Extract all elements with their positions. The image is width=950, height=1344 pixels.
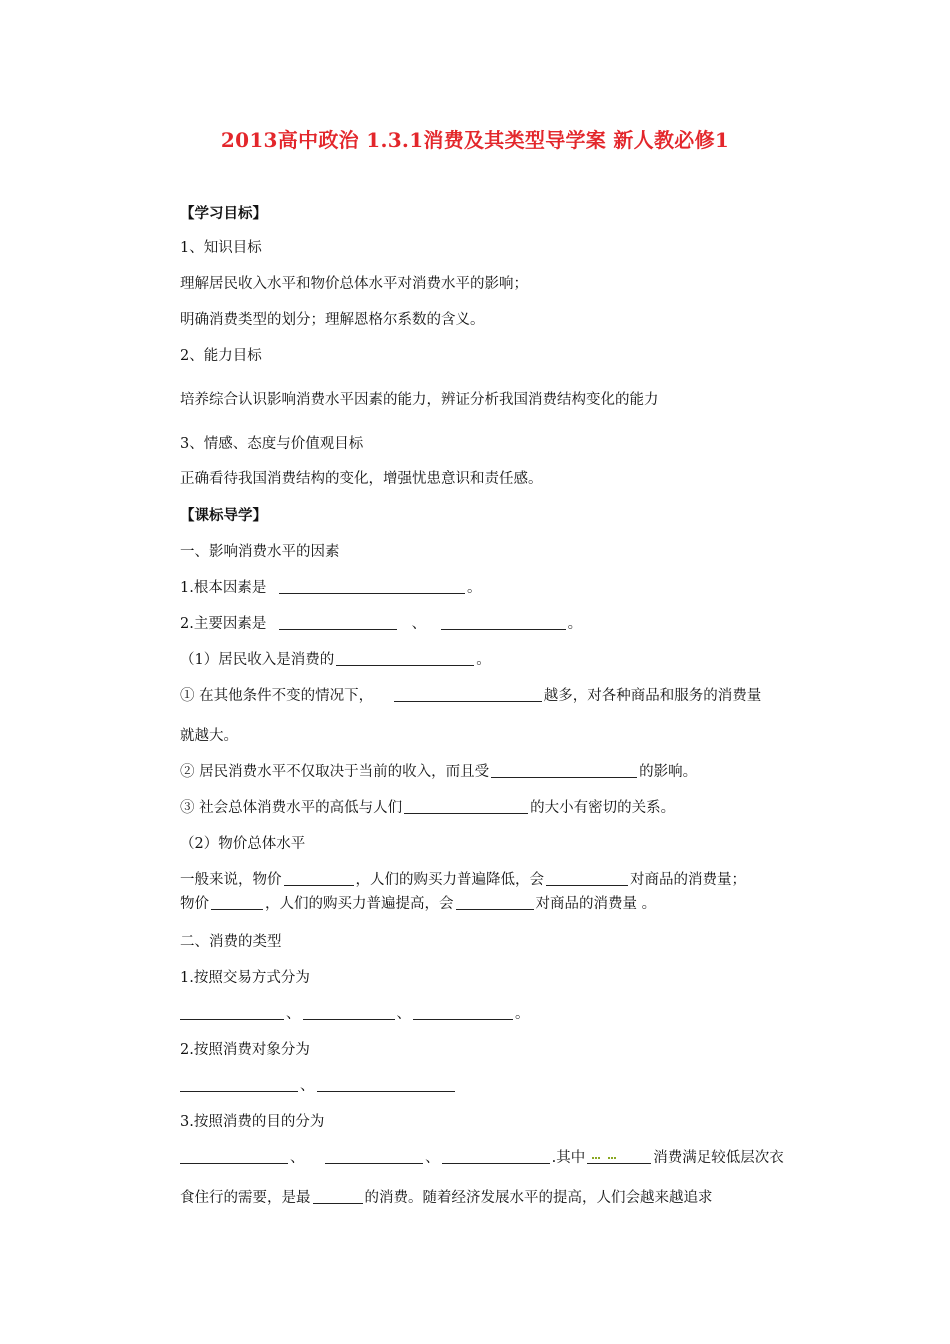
answer-blank[interactable] [394,687,542,702]
answer-blank[interactable] [336,651,474,666]
section-heading-guide: 【课标导学】 [180,507,267,524]
answer-blank[interactable] [180,1077,298,1092]
highlight-mark [608,1157,616,1159]
answer-blank[interactable] [546,871,628,886]
type-by-object-blanks [180,1076,457,1096]
separator: 、 [396,1006,411,1022]
answer-blank[interactable] [325,1149,423,1164]
answer-blank[interactable] [279,615,397,630]
question-text: ，人们的购买力普遍降低，会 [355,872,544,888]
answer-blank[interactable] [284,871,354,886]
question-text: 对商品的消费量 。 [535,896,657,912]
part1-heading: 一、影响消费水平的因素 [180,544,340,560]
question-text: 的消费。随着经济发展水平的提高，人们会越来越追求 [364,1190,713,1206]
price-subheading: （2）物价总体水平 [180,836,306,852]
answer-blank[interactable] [413,1005,513,1020]
answer-blank[interactable] [442,1149,550,1164]
question-text: 一般来说，物价 [180,872,282,888]
emotion-goal-heading: 3、情感、态度与价值观目标 [180,436,364,452]
punctuation: 。 [515,1006,530,1022]
answer-blank[interactable] [313,1189,363,1204]
separator: 、 [290,1150,305,1166]
question-main-factors [180,614,582,634]
income-point-1 [180,686,761,706]
income-point-1-cont: 就越大。 [180,728,238,744]
answer-blank[interactable] [587,1149,651,1164]
answer-blank[interactable] [180,1149,288,1164]
question-text: ② 居民消费水平不仅取决于当前的收入，而且受 [180,764,490,780]
highlight-mark [592,1157,600,1159]
question-text: 1.根本因素是 [180,580,267,596]
income-point-3 [180,798,675,818]
knowledge-goal-line-1: 理解居民收入水平和物价总体水平对消费水平的影响； [180,276,528,292]
question-text: （1）居民收入是消费的 [180,652,335,668]
answer-blank[interactable] [404,799,528,814]
price-line-2 [180,894,656,914]
separator: 、 [300,1078,315,1094]
document-title: 2013高中政治 1.3.1消费及其类型导学案 新人教必修1 [220,128,730,152]
answer-blank[interactable] [211,895,263,910]
question-text: 的影响。 [639,764,698,780]
punctuation: 。 [476,652,491,668]
question-text: 对商品的消费量； [630,872,746,888]
question-text: .其中 [551,1150,586,1166]
answer-blank[interactable] [279,579,465,594]
type-by-transaction-blanks [180,1004,530,1024]
question-text: 食住行的需要，是最 [180,1190,311,1206]
question-text: 2.主要因素是 [180,616,267,632]
answer-blank[interactable] [303,1005,395,1020]
knowledge-goal-heading: 1、知识目标 [180,240,262,256]
answer-blank[interactable] [456,895,534,910]
question-text: 物价 [180,896,209,912]
separator: 、 [286,1006,301,1022]
question-text: ① 在其他条件不变的情况下， [180,688,374,704]
income-point-2 [180,762,697,782]
type-by-purpose: 3.按照消费的目的分为 [180,1114,325,1130]
answer-blank[interactable] [441,615,566,630]
question-text: 的大小有密切的关系。 [530,800,676,816]
question-fundamental-factor [180,578,481,598]
answer-blank[interactable] [491,763,637,778]
part2-heading: 二、消费的类型 [180,934,282,950]
price-line-1 [180,870,746,890]
type-by-purpose-blanks [180,1148,784,1168]
separator: 、 [411,616,427,632]
type-by-object: 2.按照消费对象分为 [180,1042,310,1058]
income-subheading [180,650,491,670]
separator: 、 [425,1150,440,1166]
knowledge-goal-line-2: 明确消费类型的划分；理解恩格尔系数的含义。 [180,312,485,328]
question-text: 越多，对各种商品和服务的消费量 [543,688,762,704]
punctuation: 。 [466,580,482,596]
punctuation: 。 [567,616,583,632]
answer-blank[interactable] [317,1077,455,1092]
ability-goal-line-1: 培养综合认识影响消费水平因素的能力，辨证分析我国消费结构变化的能力 [180,392,659,408]
answer-blank[interactable] [180,1005,284,1020]
question-text: ③ 社会总体消费水平的高低与人们 [180,800,403,816]
type-by-transaction: 1.按照交易方式分为 [180,970,310,986]
ability-goal-heading: 2、能力目标 [180,348,262,364]
section-heading-objectives: 【学习目标】 [180,205,267,222]
question-text: 消费满足较低层次衣 [653,1150,784,1166]
emotion-goal-line-1: 正确看待我国消费结构的变化，增强忧患意识和责任感。 [180,471,543,487]
question-text: ，人们的购买力普遍提高，会 [265,896,454,912]
type-by-purpose-cont [180,1188,713,1208]
